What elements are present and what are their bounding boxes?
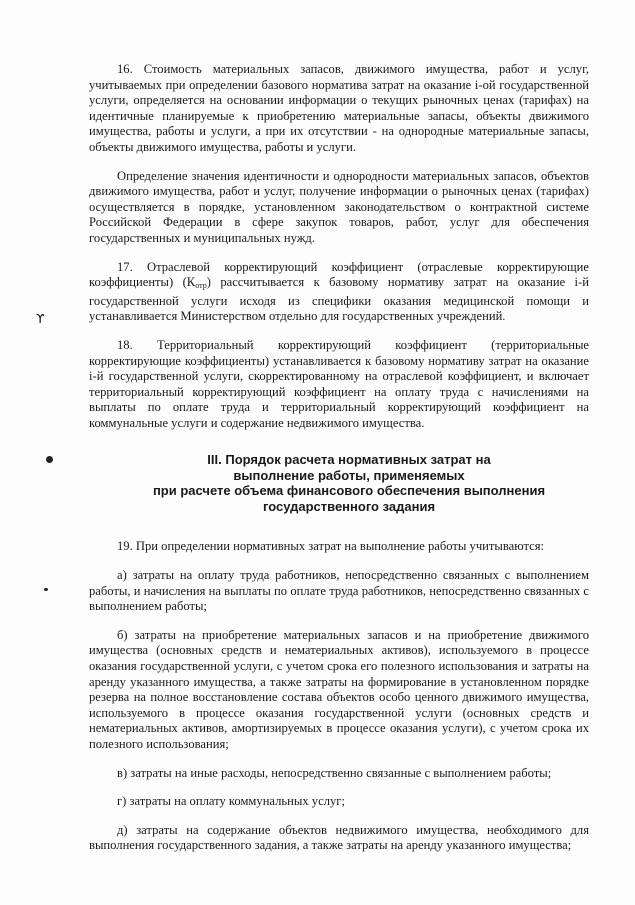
section-heading-line-1: III. Порядок расчета нормативных затрат на (207, 452, 491, 468)
coefficient-subscript: отр (195, 281, 207, 291)
paragraph-19-g: г) затраты на оплату коммунальных услуг; (117, 794, 345, 809)
scan-mark-top: ϒ (36, 312, 45, 326)
scan-speck-lower (44, 588, 48, 591)
paragraph-16-text: Стоимость материальных запасов, движимого имущества, работ и услуг, учитываемых при определении базового норматива затрат на оказание i-ой государственной услуги, определяется на основании информации о текущих рыночных ценах (тарифах) на идентичные планируемые к приобретению материальные запасы, объекты движимого имущества, работы и услуги, а при их отсутствии - на однородные материальные запасы, объекты движимого имущества, работы и услуги. (89, 62, 589, 154)
section-heading (89, 452, 589, 514)
paragraph-19-b: б) затраты на приобретение материальных запасов и на приобретение движимого имущества (основных средств и нематериальных активов), используемого в процессе оказания государственной услуги, с учетом срока его полезного использования и затраты на аренду указанного имущества, а также затраты на формирование в установленном порядке резерва на полное восстановление состава объектов особо ценного движимого имущества, используемого в процессе оказания государственной услуги (основных средств и нематериальных активов, амортизируемых в процессе оказания услуги), с учетом срока их полезного использования; (89, 627, 589, 751)
section-heading-line-3: при расчете объема финансового обеспечения выполнения (152, 483, 546, 499)
paragraph-19: 19. При определении нормативных затрат на выполнение работы учитываются: (117, 539, 545, 554)
document-body (89, 62, 589, 867)
paragraph-18: 18. Территориальный корректирующий коэффициент (территориальные корректирующие коэффициенты) устанавливается к базовому нормативу затрат на оказание i-й государственной услуги, скорректированному на отраслевой коэффициент, и включает территориальный корректирующий коэффициент на оплату труда с начислениями на выплаты по оплате труда и территориальный корректирующий коэффициент на коммунальные услуги и содержание недвижимого имущества. (89, 337, 589, 430)
paragraph-17 (89, 260, 589, 325)
section-heading-line-4: государственного задания (262, 498, 436, 514)
paragraph-17-after: ) рассчитывается к базовому нормативу затрат на оказание i-й государственной услуги исходя из специфики оказания медицинской помощи и устанавливается Министерством отдельно для государственных учреждений. (89, 275, 589, 324)
paragraph-16-number: 16. (117, 62, 133, 76)
paragraph-19-a: а) затраты на оплату труда работников, непосредственно связанных с выполнением работы, и начисления на выплаты по оплате труда работников, непосредственно связанных с выполнением работы; (89, 568, 589, 614)
paragraph-19-v: в) затраты на иные расходы, непосредственно связанные с выполнением работы; (117, 765, 552, 780)
section-heading-line-2: выполнение работы, применяемых (233, 467, 465, 483)
paragraph-19-d: д) затраты на содержание объектов недвижимого имущества, необходимого для выполнения государственного задания, а также затраты на аренду указанного имущества; (89, 822, 589, 853)
paragraph-16 (89, 62, 589, 156)
scan-speck-middle (46, 456, 53, 463)
paragraph-17-before: 17. Отраслевой корректирующий коэффициент (отраслевые корректирующие коэффициенты) (К (89, 259, 589, 290)
paragraph-16-continued: Определение значения идентичности и однородности материальных запасов, объектов движимого имущества, работ и услуг, получение информации о рыночных ценах (тарифах) осуществляется в порядке, установленном законодательством о контрактной системе Российской Федерации в сфере закупок товаров, работ, услуг для обеспечения государственных и муниципальных нужд. (89, 168, 589, 245)
